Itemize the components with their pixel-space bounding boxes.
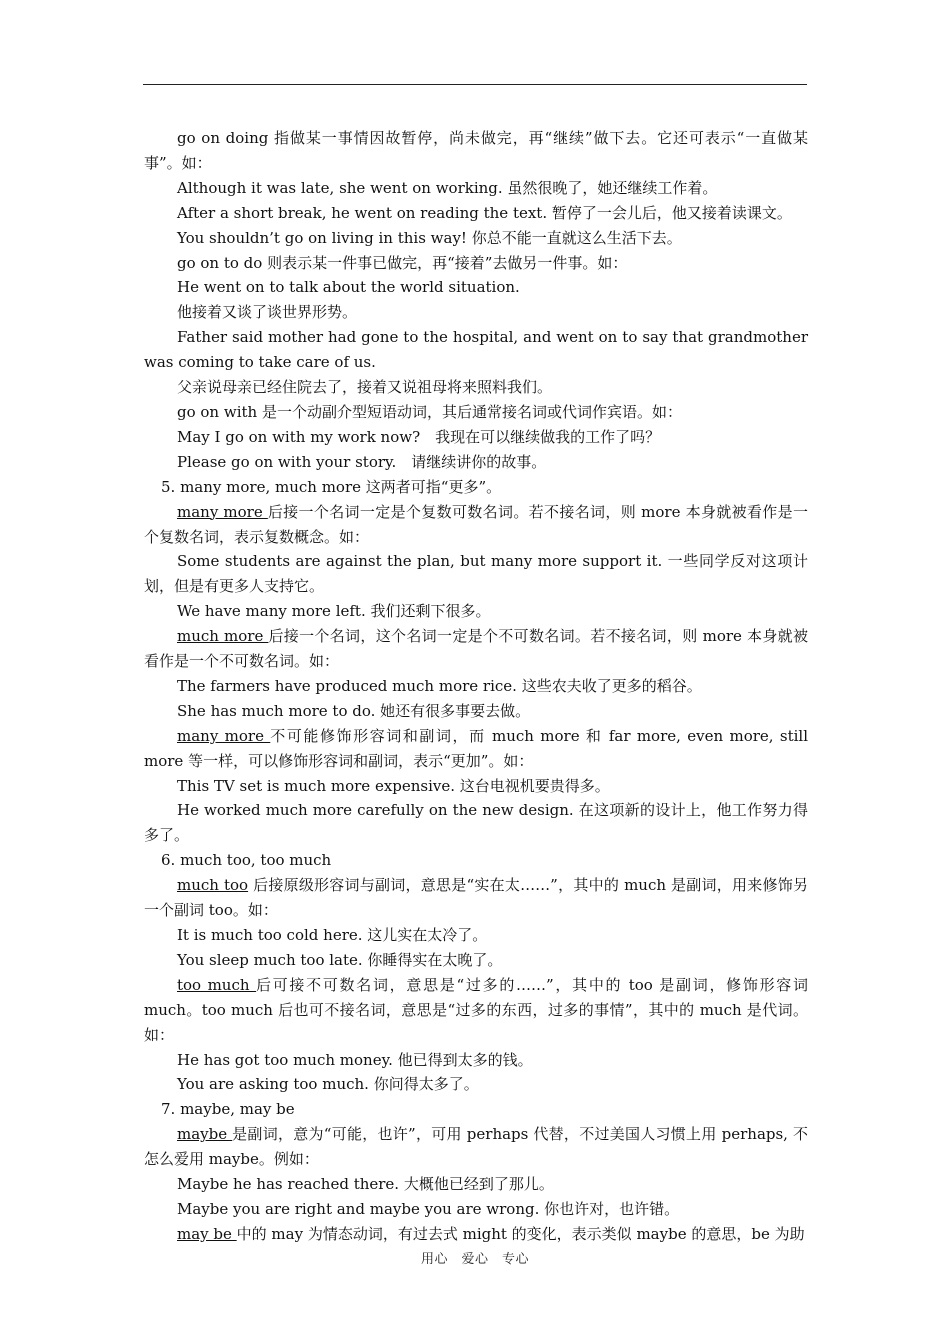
paragraph-text: He worked much more carefully on the new design. 在这项新的设计上，他工作努力得多了。 bbox=[144, 801, 808, 845]
paragraph bbox=[144, 226, 808, 251]
paragraph-text: May I go on with my work now? 我现在可以继续做我的工作了吗？ bbox=[177, 427, 661, 446]
underlined-term: much too bbox=[177, 876, 249, 895]
paragraph-text: 父亲说母亲已经住院去了，接着又说祖母将来照料我们。 bbox=[177, 378, 553, 397]
paragraph-text: Maybe he has reached there. 大概他已经到了那儿。 bbox=[177, 1175, 554, 1194]
paragraph-text: You are asking too much. 你问得太多了。 bbox=[177, 1075, 479, 1094]
paragraph bbox=[144, 848, 808, 873]
paragraph-text: We have many more left. 我们还剩下很多。 bbox=[177, 602, 491, 621]
paragraph bbox=[144, 1172, 808, 1197]
page-footer: 用心 爱心 专心 bbox=[420, 1252, 529, 1267]
paragraph-text: 7. maybe, may be bbox=[161, 1100, 295, 1119]
paragraph-text: go on doing 指做某一事情因故暂停，尚未做完，再“继续”做下去。它还可表示“一直做某事”。如： bbox=[144, 129, 808, 172]
paragraph bbox=[144, 923, 808, 948]
paragraph-text: 不可能修饰形容词和副词，而 much more 和 far more, even more, still more 等一样，可以修饰形容词和副词，表示“更加”。如： bbox=[144, 726, 808, 770]
paragraph-text: 后接一个名词，这个名词一定是个不可数名词。若不接名词，则 more 本身就被看作是一个不可数名词。如： bbox=[144, 627, 808, 671]
paragraph bbox=[144, 201, 808, 226]
paragraph-text: go on to do 则表示某一件事已做完，再“接着”去做另一件事。如： bbox=[177, 253, 628, 272]
paragraph bbox=[144, 1048, 808, 1073]
paragraph bbox=[144, 973, 808, 1048]
paragraph bbox=[144, 450, 808, 475]
underlined-term: maybe bbox=[177, 1125, 233, 1144]
paragraph-text: 后可接不可数名词，意思是“过多的……”，其中的 too 是副词，修饰形容词 much。too much 后也可不接名词，意思是“过多的东西，过多的事情”，其中的 much 是代词。如： bbox=[144, 975, 808, 1044]
paragraph-text: Maybe you are right and maybe you are wrong. 你也许对，也许错。 bbox=[177, 1199, 680, 1218]
paragraph bbox=[144, 400, 808, 425]
paragraph bbox=[144, 549, 808, 599]
paragraph bbox=[144, 325, 808, 375]
paragraph-text: You sleep much too late. 你睡得实在太晚了。 bbox=[177, 950, 503, 969]
paragraph-text: The farmers have produced much more rice. 这些农夫收了更多的稻谷。 bbox=[177, 676, 702, 695]
paragraph bbox=[144, 126, 808, 176]
paragraph bbox=[144, 1122, 808, 1172]
paragraph bbox=[144, 251, 808, 276]
paragraph-text: 他接着又谈了谈世界形势。 bbox=[177, 303, 358, 322]
paragraph bbox=[144, 375, 808, 400]
paragraph bbox=[144, 300, 808, 325]
paragraph-text: 6. much too, too much bbox=[161, 851, 332, 870]
paragraph-text: It is much too cold here. 这儿实在太冷了。 bbox=[177, 926, 488, 944]
paragraph-text: You shouldn’t go on living in this way! 你总不能一直就这么生活下去。 bbox=[177, 228, 682, 247]
paragraph-text: 5. many more, much more 这两者可指“更多”。 bbox=[161, 477, 502, 496]
paragraph bbox=[144, 1072, 808, 1097]
underlined-term: many more bbox=[177, 726, 271, 745]
paragraph bbox=[144, 1197, 808, 1222]
underlined-term: may be bbox=[177, 1224, 237, 1243]
paragraph-text: go on with 是一个动副介型短语动词，其后通常接名词或代词作宾语。如： bbox=[177, 402, 682, 421]
underlined-term: many more bbox=[177, 502, 268, 521]
paragraph-text: She has much more to do. 她还有很多事要去做。 bbox=[177, 701, 531, 720]
paragraph-text: 后接一个名词一定是个复数可数名词。若不接名词，则 more 本身就被看作是一个复数名词，表示复数概念。如： bbox=[144, 502, 808, 546]
paragraph bbox=[144, 873, 808, 923]
paragraph-text: After a short break, he went on reading the text. 暂停了一会儿后，他又接着读课文。 bbox=[177, 203, 792, 222]
paragraph bbox=[144, 500, 808, 550]
paragraph bbox=[144, 599, 808, 624]
paragraph bbox=[144, 176, 808, 201]
paragraph-text: This TV set is much more expensive. 这台电视机要贵得多。 bbox=[177, 776, 610, 795]
paragraph-text: He has got too much money. 他已得到太多的钱。 bbox=[177, 1050, 533, 1069]
paragraph bbox=[144, 1222, 808, 1247]
paragraph bbox=[144, 699, 808, 724]
paragraph-text: Father said mother had gone to the hospital, and went on to say that grandmother was coming to take care of us. bbox=[144, 328, 808, 372]
underlined-term: much more bbox=[177, 627, 269, 646]
paragraph bbox=[144, 475, 808, 500]
underlined-term: too much bbox=[177, 975, 256, 994]
paragraph bbox=[144, 674, 808, 699]
paragraph bbox=[144, 275, 808, 300]
paragraph-text: Some students are against the plan, but many more support it. 一些同学反对这项计划，但是有更多人支持它。 bbox=[144, 552, 808, 596]
paragraph bbox=[144, 624, 808, 674]
paragraph-text: 是副词，意为“可能，也许”，可用 perhaps 代替，不过美国人习惯上用 perhaps, 不怎么爱用 maybe。例如： bbox=[144, 1125, 808, 1169]
paragraph bbox=[144, 425, 808, 450]
paragraph-text: Please go on with your story. 请继续讲你的故事。 bbox=[177, 452, 547, 471]
paragraph bbox=[144, 1097, 808, 1122]
document-body bbox=[144, 126, 808, 1247]
paragraph-text: He went on to talk about the world situation. bbox=[177, 278, 520, 297]
paragraph-text: Although it was late, she went on working. 虽然很晚了，她还继续工作着。 bbox=[177, 178, 718, 197]
header-rule bbox=[143, 84, 807, 85]
paragraph-text: 中的 may 为情态动词，有过去式 might 的变化，表示类似 maybe 的意思，be 为助 bbox=[236, 1224, 805, 1243]
paragraph-text: 后接原级形容词与副词，意思是“实在太……”，其中的 much 是副词，用来修饰另一个副词 too。如： bbox=[144, 876, 809, 920]
paragraph bbox=[144, 948, 808, 973]
paragraph bbox=[144, 724, 808, 774]
paragraph bbox=[144, 798, 808, 848]
paragraph bbox=[144, 774, 808, 799]
